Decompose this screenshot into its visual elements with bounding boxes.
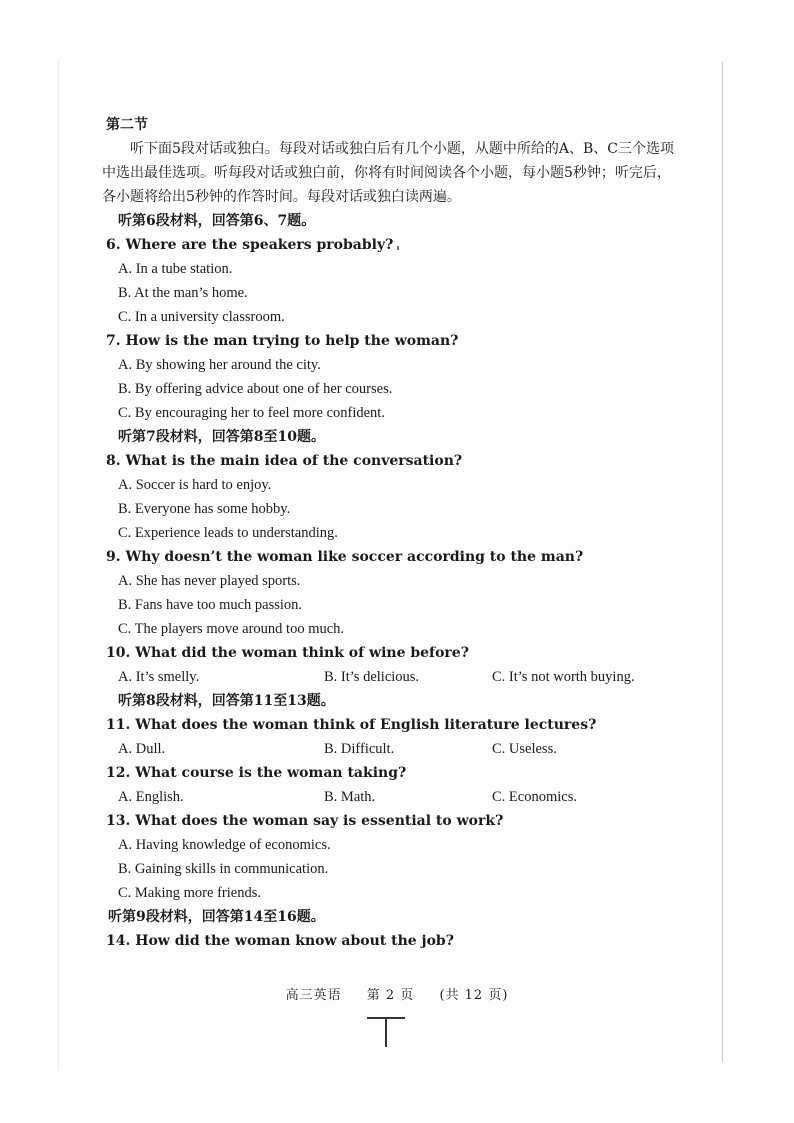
q11-option-b: B. Difficult.: [324, 741, 395, 757]
group-instruction-9: 听第9段材料，回答第14至16题。: [108, 909, 325, 925]
q13-option-c: C. Making more friends.: [118, 885, 261, 901]
q12-options: [106, 785, 686, 809]
q7-option-b: B. By offering advice about one of her courses.: [118, 381, 393, 397]
question-13: 13. What does the woman say is essential to work?: [106, 813, 504, 829]
page-footer: [0, 984, 794, 1003]
q8-option-b: B. Everyone has some hobby.: [118, 501, 291, 517]
question-10: 10. What did the woman think of wine before?: [106, 645, 469, 661]
question-11: 11. What does the woman think of English literature lectures?: [106, 717, 597, 733]
q9-option-b: B. Fans have too much passion.: [118, 597, 303, 613]
q6-option-c: C. In a university classroom.: [118, 309, 285, 325]
q7-option-c: C. By encouraging her to feel more confident.: [118, 405, 385, 421]
q13-option-a: A. Having knowledge of economics.: [118, 837, 331, 853]
binding-mark: [367, 1017, 407, 1047]
q6-option-b: B. At the man’s home.: [118, 285, 248, 301]
group-instruction-6: 听第6段材料，回答第6、7题。: [118, 213, 316, 229]
q10-option-c: C. It’s not worth buying.: [492, 669, 635, 685]
q10-options: [106, 665, 686, 689]
q13-option-b: B. Gaining skills in communication.: [118, 861, 329, 877]
group-instruction-7: 听第7段材料，回答第8至10题。: [118, 429, 325, 445]
question-9: 9. Why doesn’t the woman like soccer according to the man?: [106, 549, 584, 565]
scan-edge-right: [722, 62, 723, 1062]
q12-option-c: C. Economics.: [492, 789, 577, 805]
q12-option-a: A. English.: [118, 789, 184, 805]
q8-option-a: A. Soccer is hard to enjoy.: [118, 477, 272, 493]
q11-option-a: A. Dull.: [118, 741, 166, 757]
section-title: 第二节: [106, 117, 148, 133]
q9-option-a: A. She has never played sports.: [118, 573, 301, 589]
q12-option-b: B. Math.: [324, 789, 376, 805]
binding-mark-stem: [385, 1019, 387, 1047]
question-8: 8. What is the main idea of the conversation?: [106, 453, 463, 469]
q11-option-c: C. Useless.: [492, 741, 557, 757]
question-7: 7. How is the man trying to help the woman?: [106, 333, 459, 349]
q10-option-b: B. It’s delicious.: [324, 669, 420, 685]
question-14: 14. How did the woman know about the job?: [106, 933, 454, 949]
q11-options: [106, 737, 686, 761]
scan-edge-left: [58, 60, 59, 1070]
question-section: [102, 113, 686, 953]
q6-option-a: A. In a tube station.: [118, 261, 233, 277]
question-6: 6. Where are the speakers probably?: [106, 237, 394, 253]
q9-option-c: C. The players move around too much.: [118, 621, 345, 637]
footer-page-number: 第 2 页: [366, 988, 415, 1003]
question-12: 12. What course is the woman taking?: [106, 765, 407, 781]
section-instructions: 听下面5段对话或独白。每段对话或独白后有几个小题，从题中所给的A、B、C三个选项中选出最佳选项。听每段对话或独白前，你将有时间阅读各个小题，每小题5秒钟；听完后，各小题将给出5秒钟的作答时间。每段对话或独白读两遍。: [102, 141, 675, 205]
q10-option-a: A. It’s smelly.: [118, 669, 200, 685]
footer-total-pages: (共 12 页): [439, 988, 509, 1003]
footer-subject: 高三英语: [285, 988, 342, 1003]
group-instruction-8: 听第8段材料，回答第11至13题。: [118, 693, 335, 709]
q8-option-c: C. Experience leads to understanding.: [118, 525, 338, 541]
q7-option-a: A. By showing her around the city.: [118, 357, 321, 373]
